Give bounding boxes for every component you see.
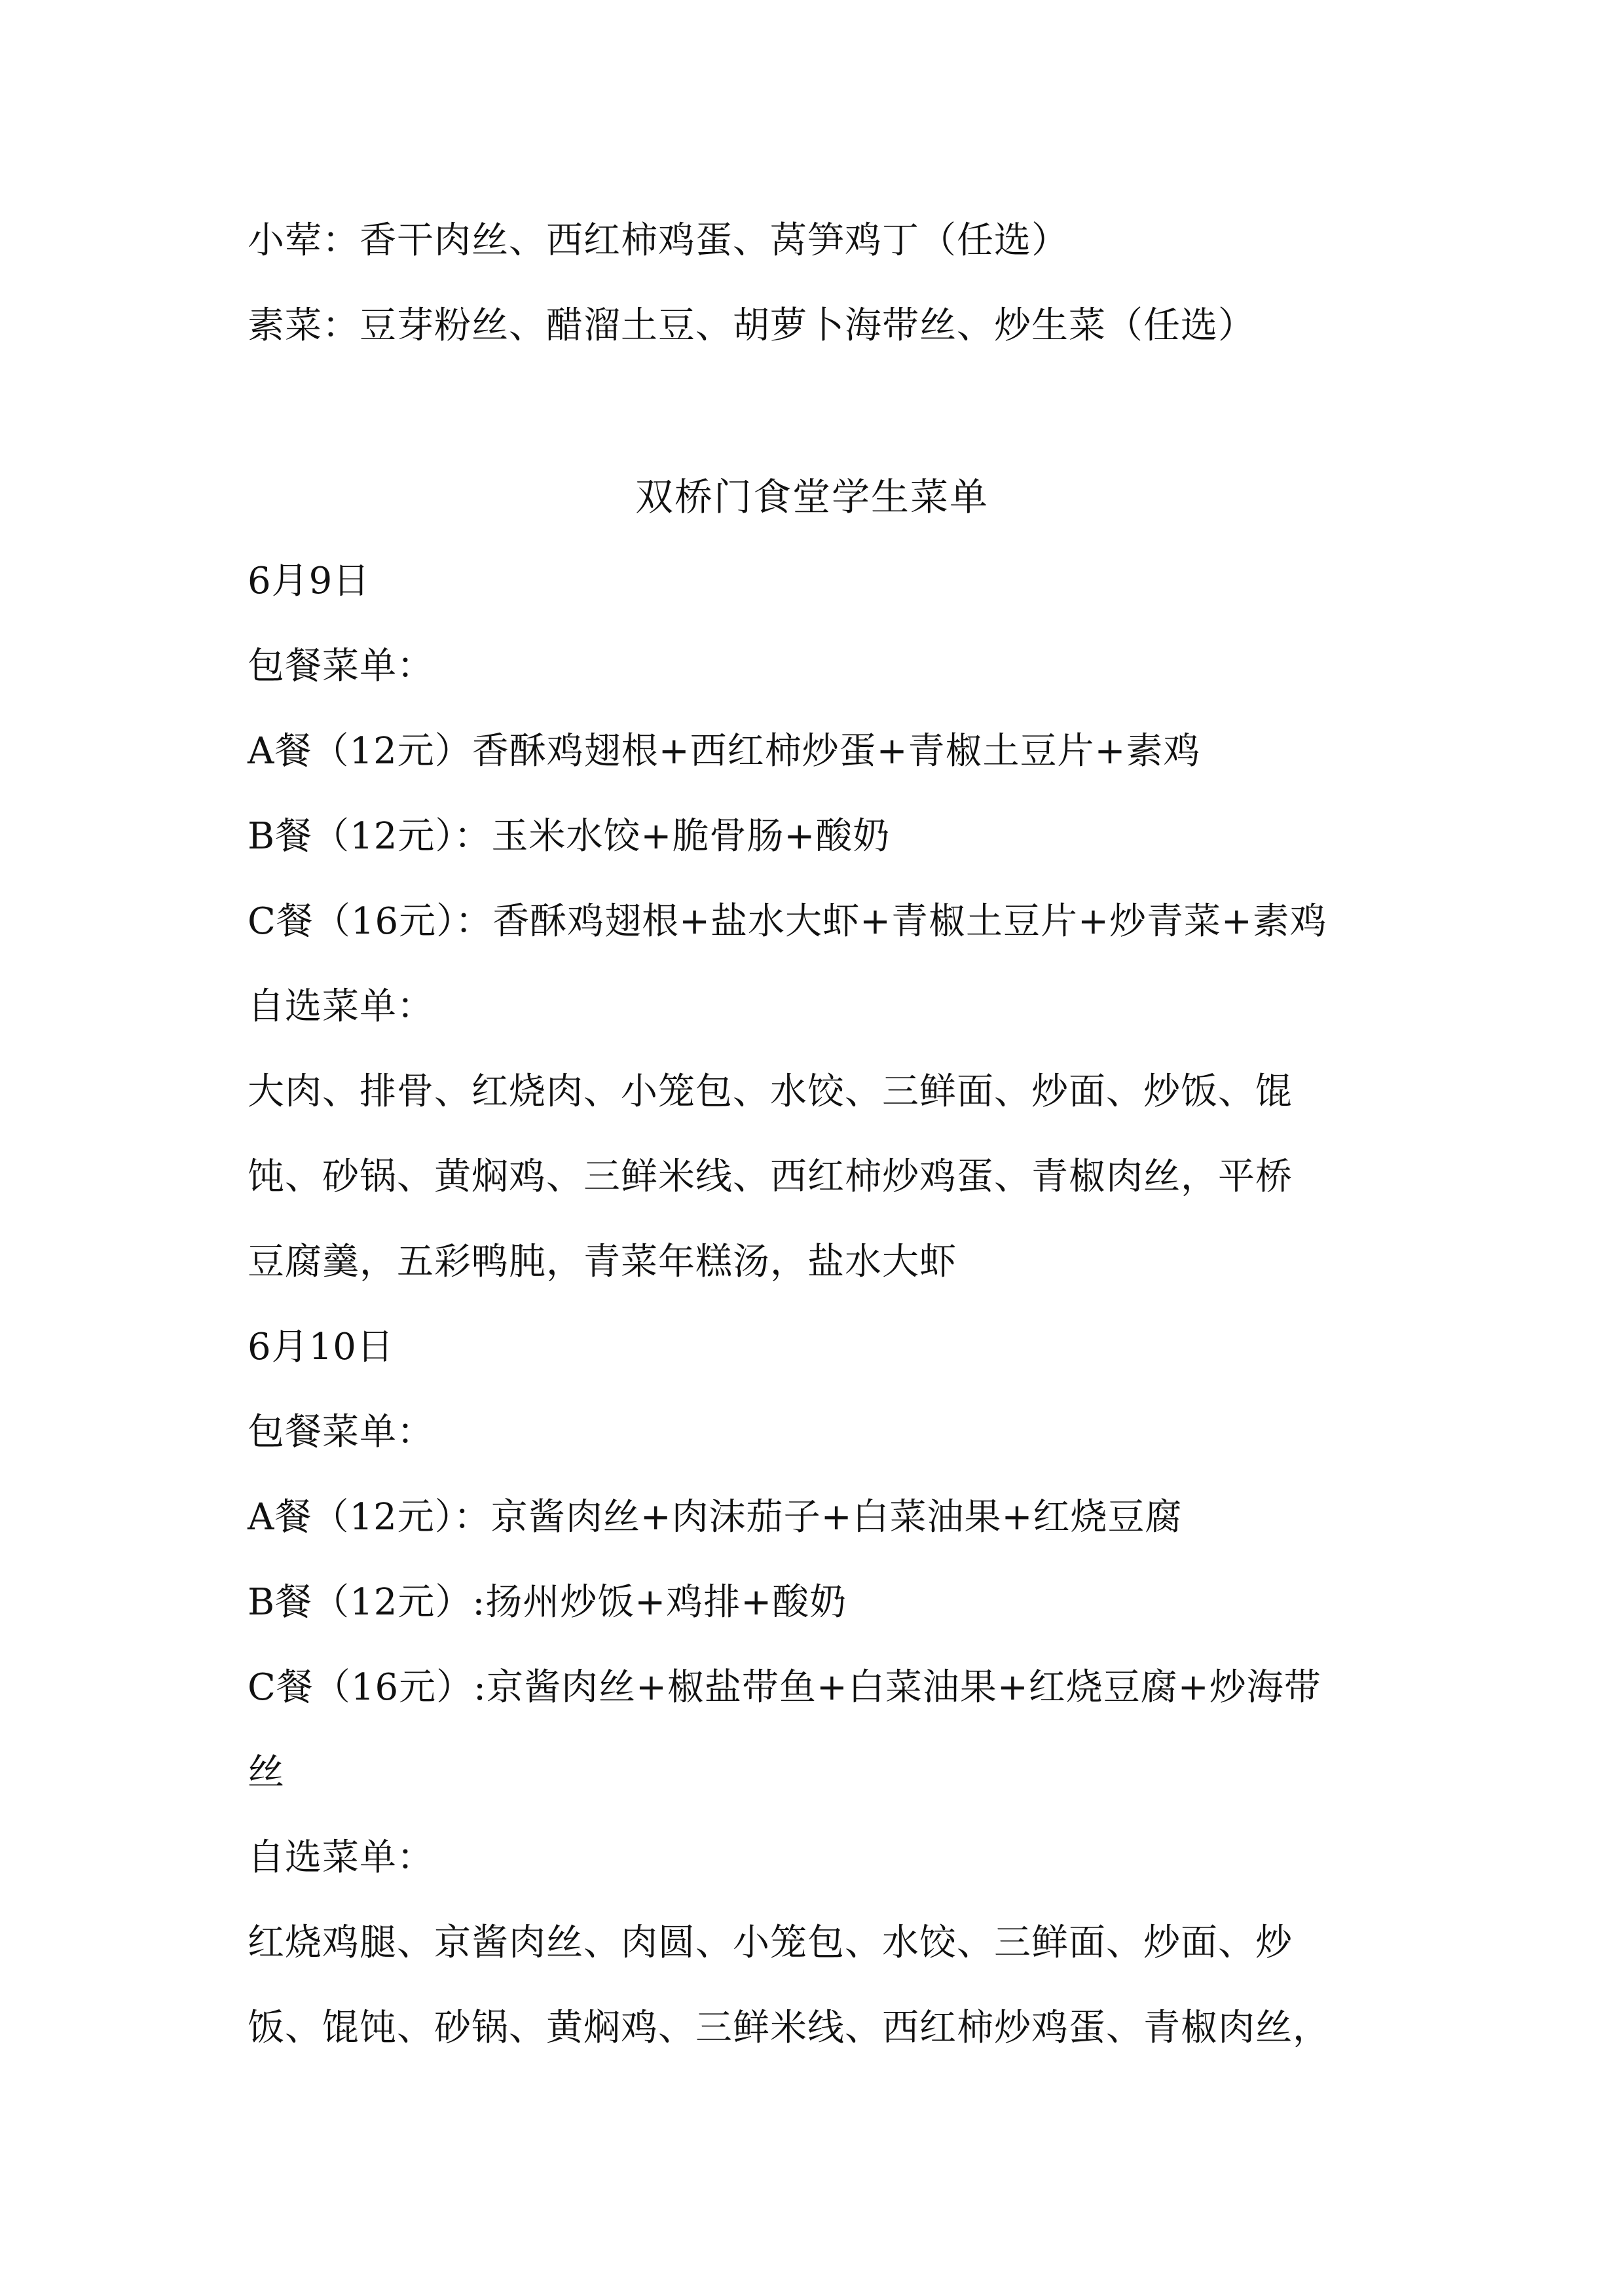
meal-b-june-9: B餐（12元）：玉米水饺+脆骨肠+酸奶	[248, 815, 891, 858]
meal-c-june-10: C餐（16元）:京酱肉丝+椒盐带鱼+白菜油果+红烧豆腐+炒海带	[248, 1666, 1321, 1709]
meal-a-june-9: A餐（12元）香酥鸡翅根+西红柿炒蛋+青椒土豆片+素鸡	[248, 730, 1201, 773]
meal-c-june-9: C餐（16元）：香酥鸡翅根+盐水大虾+青椒土豆片+炒青菜+素鸡	[248, 900, 1327, 943]
page-title: 双桥门食堂学生菜单	[635, 475, 989, 519]
meal-a-june-10: A餐（12元）：京酱肉丝+肉沫茄子+白菜油果+红烧豆腐	[248, 1496, 1183, 1539]
optional-line-june-9: 饨、砂锅、黄焖鸡、三鲜米线、西红柿炒鸡蛋、青椒肉丝，平桥	[248, 1156, 1293, 1198]
date-june-9: 6月9日	[248, 560, 371, 602]
optional-line-june-9: 大肉、排骨、红烧肉、小笼包、水饺、三鲜面、炒面、炒饭、馄	[248, 1070, 1293, 1113]
optional-line-june-9: 豆腐羹，五彩鸭肫，青菜年糕汤，盐水大虾	[248, 1241, 957, 1283]
sucai-line: 素菜：豆芽粉丝、醋溜土豆、胡萝卜海带丝、炒生菜（任选）	[248, 304, 1255, 347]
meal-c-june-10-continued: 丝	[248, 1751, 285, 1794]
optional-heading-june-10: 自选菜单：	[248, 1836, 434, 1879]
optional-line-june-10: 饭、馄饨、砂锅、黄焖鸡、三鲜米线、西红柿炒鸡蛋、青椒肉丝，	[248, 2007, 1330, 2049]
optional-line-june-10: 红烧鸡腿、京酱肉丝、肉圆、小笼包、水饺、三鲜面、炒面、炒	[248, 1922, 1293, 1964]
optional-heading-june-9: 自选菜单：	[248, 985, 434, 1028]
package-heading-june-10: 包餐菜单：	[248, 1411, 434, 1453]
meal-b-june-10: B餐（12元）:扬州炒饭+鸡排+酸奶	[248, 1581, 847, 1624]
date-june-10: 6月10日	[248, 1326, 394, 1368]
xiaohun-line: 小荤：香干肉丝、西红柿鸡蛋、莴笋鸡丁（任选）	[248, 219, 1069, 262]
package-heading-june-9: 包餐菜单：	[248, 645, 434, 687]
